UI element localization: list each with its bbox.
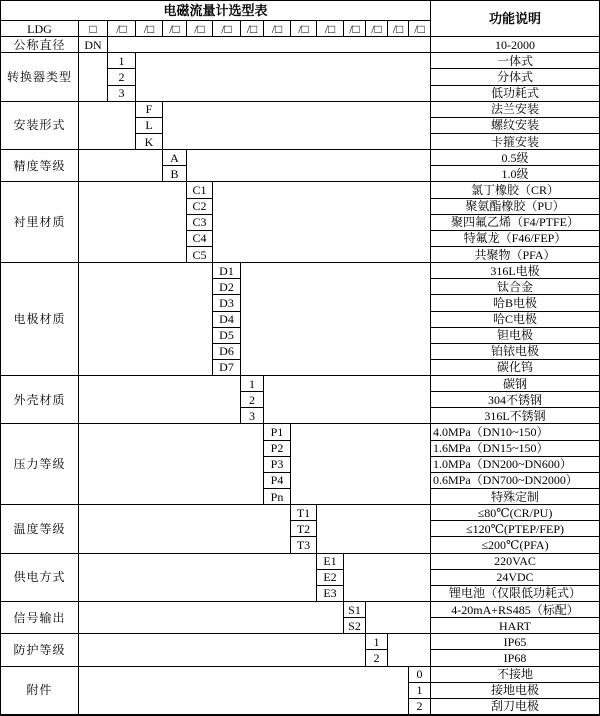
spacer-left: [79, 53, 108, 101]
spacer-left: [79, 554, 317, 602]
desc-cell: 一体式: [431, 53, 599, 69]
code-cell: 1: [409, 683, 431, 699]
spacer-left: [79, 182, 187, 263]
spacer-right: [108, 37, 431, 53]
desc-cell: 卡箍安装: [431, 134, 599, 150]
desc-cell: 24VDC: [431, 570, 599, 586]
desc-cell: 10-2000: [431, 37, 599, 53]
code-cell: 0: [409, 667, 431, 683]
model-code-label: LDG: [1, 21, 79, 37]
desc-cell: 聚氨酯橡胶（PU）: [431, 199, 599, 215]
code-cell: D5: [213, 328, 241, 344]
code-cell: 2: [409, 699, 431, 715]
category-label: 公称直径: [1, 37, 79, 53]
code-cell: P3: [264, 457, 291, 473]
desc-cell: 316L电极: [431, 263, 599, 279]
desc-cell: 316L不锈钢: [431, 408, 599, 424]
code-cell: 3: [241, 408, 264, 424]
code-cell: D4: [213, 312, 241, 328]
code-cell: E3: [317, 586, 344, 602]
desc-cell: 聚四氟乙烯（F4/PTFE）: [431, 215, 599, 231]
code-cell: Pn: [264, 489, 291, 505]
code-cell: T3: [291, 537, 317, 553]
spacer-right: [136, 53, 431, 101]
model-box-cell: □: [79, 21, 108, 37]
code-cell: L: [136, 118, 163, 134]
category-label: 防护等级: [1, 634, 79, 666]
desc-cell: ≤80℃(CR/PU): [431, 505, 599, 521]
code-cell: P2: [264, 441, 291, 457]
desc-cell: 特氟龙（F46/FEP）: [431, 231, 599, 247]
code-cell: 1: [241, 376, 264, 392]
desc-cell: 哈B电极: [431, 295, 599, 311]
code-cell: 2: [366, 650, 388, 666]
desc-cell: 220VAC: [431, 554, 599, 570]
code-cell: K: [136, 134, 163, 150]
desc-cell: 分体式: [431, 69, 599, 85]
model-slot-cell: /□: [241, 21, 264, 37]
desc-cell: 锂电池（仅限低功耗式）: [431, 586, 599, 602]
code-cell: 2: [108, 69, 136, 85]
model-slot-cell: /□: [317, 21, 344, 37]
spacer-right: [264, 376, 431, 424]
table-title: 电磁流量计选型表: [1, 1, 431, 21]
desc-cell: 螺纹安装: [431, 118, 599, 134]
desc-cell: 特殊定制: [431, 489, 599, 505]
category-label: 电极材质: [1, 263, 79, 376]
model-slot-cell: /□: [187, 21, 213, 37]
spacer-right: [344, 554, 431, 602]
code-cell: D6: [213, 344, 241, 360]
model-slot-cell: /□: [108, 21, 136, 37]
spacer-left: [79, 102, 136, 150]
desc-cell: 0.5级: [431, 150, 599, 166]
desc-cell: 1.0MPa（DN200~DN600）: [431, 457, 599, 473]
desc-cell: 法兰安装: [431, 102, 599, 118]
code-cell: 3: [108, 86, 136, 102]
code-cell: P1: [264, 424, 291, 440]
model-slot-cell: /□: [163, 21, 187, 37]
spacer-left: [79, 263, 213, 376]
desc-cell: 1.6MPa（DN15~150）: [431, 441, 599, 457]
category-label: 附件: [1, 667, 79, 715]
desc-cell: HART: [431, 618, 599, 634]
desc-cell: 碳钢: [431, 376, 599, 392]
desc-cell: 铂铱电极: [431, 344, 599, 360]
spacer-right: [163, 102, 431, 150]
model-slot-cell: /□: [264, 21, 291, 37]
spacer-right: [388, 634, 431, 666]
code-cell: D7: [213, 360, 241, 376]
desc-cell: 低功耗式: [431, 86, 599, 102]
code-cell: D3: [213, 295, 241, 311]
desc-cell: 钛合金: [431, 279, 599, 295]
desc-cell: 刮刀电极: [431, 699, 599, 715]
code-cell: T2: [291, 521, 317, 537]
category-label: 精度等级: [1, 150, 79, 182]
code-cell: D2: [213, 279, 241, 295]
desc-cell: 接地电极: [431, 683, 599, 699]
spacer-right: [291, 424, 431, 505]
spacer-left: [79, 634, 366, 666]
model-slot-cell: /□: [291, 21, 317, 37]
desc-cell: IP65: [431, 634, 599, 650]
spacer-right: [317, 505, 431, 553]
code-cell: C2: [187, 199, 213, 215]
code-cell: E1: [317, 554, 344, 570]
desc-cell: ≤200℃(PFA): [431, 537, 599, 553]
code-cell: 2: [241, 392, 264, 408]
category-label: 压力等级: [1, 424, 79, 505]
code-cell: B: [163, 166, 187, 182]
desc-cell: 0.6MPa（DN700~DN2000）: [431, 473, 599, 489]
category-label: 安装形式: [1, 102, 79, 150]
code-cell: F: [136, 102, 163, 118]
desc-cell: 哈C电极: [431, 312, 599, 328]
model-slot-cell: /□: [344, 21, 366, 37]
category-label: 衬里材质: [1, 182, 79, 263]
desc-cell: 304不锈钢: [431, 392, 599, 408]
model-slot-cell: /□: [388, 21, 409, 37]
spacer-left: [79, 376, 241, 424]
model-slot-cell: /□: [213, 21, 241, 37]
spacer-right: [213, 182, 431, 263]
spacer-right: [187, 150, 431, 182]
desc-cell: IP68: [431, 650, 599, 666]
code-cell: 1: [108, 53, 136, 69]
code-cell: A: [163, 150, 187, 166]
desc-cell: 共聚物（PFA）: [431, 247, 599, 263]
category-label: 信号输出: [1, 602, 79, 634]
spacer-left: [79, 667, 409, 715]
desc-cell: 1.0级: [431, 166, 599, 182]
category-label: 供电方式: [1, 554, 79, 602]
code-cell: T1: [291, 505, 317, 521]
desc-cell: 4.0MPa（DN10~150）: [431, 424, 599, 440]
desc-cell: 4-20mA+RS485（标配）: [431, 602, 599, 618]
code-cell: DN: [79, 37, 108, 53]
spacer-left: [79, 150, 163, 182]
desc-cell: 不接地: [431, 667, 599, 683]
code-cell: D1: [213, 263, 241, 279]
code-cell: P4: [264, 473, 291, 489]
category-label: 转换器类型: [1, 53, 79, 101]
code-cell: C1: [187, 182, 213, 198]
desc-cell: 碳化钨: [431, 360, 599, 376]
desc-cell: ≤120℃(PTEP/FEP): [431, 521, 599, 537]
spacer-left: [79, 505, 291, 553]
code-cell: C3: [187, 215, 213, 231]
code-cell: S1: [344, 602, 366, 618]
code-cell: E2: [317, 570, 344, 586]
desc-cell: 钽电极: [431, 328, 599, 344]
code-cell: 1: [366, 634, 388, 650]
code-cell: C5: [187, 247, 213, 263]
spacer-right: [366, 602, 431, 634]
code-cell: S2: [344, 618, 366, 634]
model-slot-cell: /□: [136, 21, 163, 37]
spacer-left: [79, 602, 344, 634]
code-cell: C4: [187, 231, 213, 247]
model-slot-cell: /□: [409, 21, 431, 37]
category-label: 外壳材质: [1, 376, 79, 424]
function-description-header: 功能说明: [431, 1, 599, 37]
model-slot-cell: /□: [366, 21, 388, 37]
category-label: 温度等级: [1, 505, 79, 553]
desc-cell: 氯丁橡胶（CR）: [431, 182, 599, 198]
spacer-right: [241, 263, 431, 376]
spacer-left: [79, 424, 264, 505]
